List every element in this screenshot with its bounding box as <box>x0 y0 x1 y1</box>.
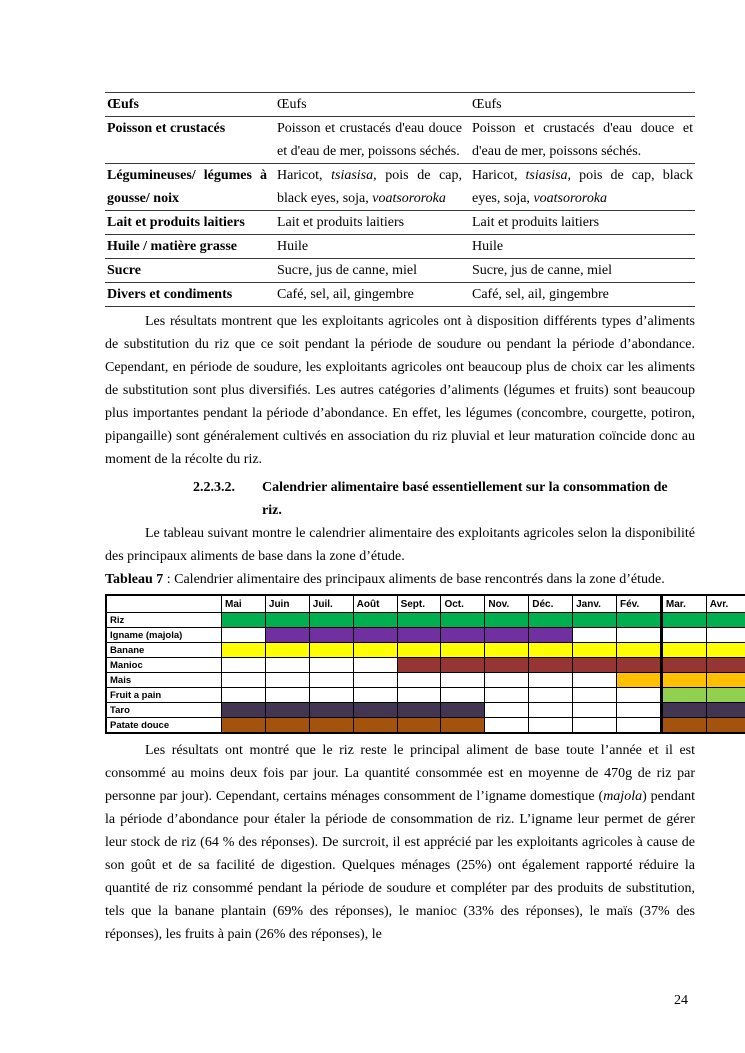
calendar-cell-active <box>441 658 485 673</box>
calendar-cell-active <box>353 718 397 734</box>
paragraph-results: Les résultats ont montré que le riz reste le principal aliment de base toute l’année et il est consommé au moins deux fois par jour. La quantité consommée est en moyenne de 470g de riz par personne par jour). Cependant, certains ménages consomment de l’igname domestique (majola) pendant la période d’abondance pour étaler la période de consommation de riz. L’igname leur permet de gérer leur stock de riz (64 % des réponses). De surcroit, il est apprécié par les exploitants agricoles à cause de son goût et de sa facilité de digestion. Quelques ménages (25%) ont également rapporté réduire la quantité de riz consommé pendant la période de soudure et compléter par des produits de substitution, tels que la banane plantain (69% des réponses), le manioc (33% des réponses), le maïs (37% des réponses), les fruits à pain (26% des réponses), le <box>105 743 696 942</box>
calendar-corner-cell <box>106 595 222 613</box>
food-table-row <box>105 235 695 259</box>
calendar-body <box>106 613 745 734</box>
food-category-cell: Poisson et crustacés <box>105 117 275 164</box>
section-title: Calendrier alimentaire basé essentiellement sur la consommation de riz. <box>262 480 668 518</box>
section-number: 2.2.3.2. <box>193 480 235 495</box>
soudure-period-cell: Poisson et crustacés d'eau douce et d'eau de mer, poissons séchés. <box>275 117 470 164</box>
calendar-cell-empty <box>397 673 441 688</box>
food-category-cell: Sucre <box>105 259 275 283</box>
calendar-cell-empty <box>353 658 397 673</box>
calendar-cell-active <box>661 643 706 658</box>
food-table-body <box>105 93 695 307</box>
calendar-month-header: Nov. <box>485 595 529 613</box>
calendar-cell-active <box>485 643 529 658</box>
section-heading <box>105 476 695 522</box>
calendar-cell-empty <box>617 688 662 703</box>
calendar-row-label: Mais <box>106 673 222 688</box>
calendar-row <box>106 643 745 658</box>
food-table-row <box>105 164 695 211</box>
calendar-row <box>106 718 745 734</box>
calendar-month-header: Mai <box>222 595 266 613</box>
calendar-month-header: Fév. <box>617 595 662 613</box>
calendar-cell-active <box>265 703 309 718</box>
calendar-cell-active <box>529 628 573 643</box>
calendar-cell-active <box>397 658 441 673</box>
calendar-cell-active <box>222 718 266 734</box>
calendar-cell-empty <box>309 673 353 688</box>
calendar-cell-active <box>617 673 662 688</box>
calendar-header-row <box>106 595 745 613</box>
calendar-row-label: Taro <box>106 703 222 718</box>
calendar-cell-empty <box>265 658 309 673</box>
calendar-cell-empty <box>309 688 353 703</box>
abondance-period-cell: Sucre, jus de canne, miel <box>470 259 695 283</box>
food-table-row <box>105 259 695 283</box>
calendar-cell-active <box>617 643 662 658</box>
calendar-cell-active <box>706 688 745 703</box>
calendar-row <box>106 703 745 718</box>
food-substitution-table <box>105 92 695 307</box>
calendar-cell-active <box>309 703 353 718</box>
calendar-cell-active <box>353 628 397 643</box>
calendar-row <box>106 673 745 688</box>
calendar-row <box>106 688 745 703</box>
soudure-period-cell: Huile <box>275 235 470 259</box>
calendar-row-label: Banane <box>106 643 222 658</box>
table-caption: Tableau 7 : Calendrier alimentaire des principaux aliments de base rencontrés dans la zone d’étude. <box>105 572 665 587</box>
calendar-cell-active <box>353 613 397 628</box>
calendar-month-header: Déc. <box>529 595 573 613</box>
calendar-cell-empty <box>573 628 617 643</box>
food-table-row <box>105 211 695 235</box>
calendar-row-label: Patate douce <box>106 718 222 734</box>
calendar-cell-active <box>441 703 485 718</box>
calendar-cell-active <box>706 718 745 734</box>
calendar-cell-active <box>309 613 353 628</box>
abondance-period-cell: Huile <box>470 235 695 259</box>
calendar-cell-empty <box>573 718 617 734</box>
calendar-cell-active <box>661 718 706 734</box>
paragraph-table-intro: Le tableau suivant montre le calendrier alimentaire des exploitants agricoles selon la disponibilité des principaux aliments de base dans la zone d’étude. <box>105 526 695 564</box>
calendar-month-header: Avr. <box>706 595 745 613</box>
calendar-cell-active <box>441 718 485 734</box>
calendar-cell-empty <box>529 703 573 718</box>
food-category-cell: Œufs <box>105 93 275 117</box>
calendar-cell-active <box>309 718 353 734</box>
calendar-month-header: Mar. <box>661 595 706 613</box>
calendar-cell-active <box>706 658 745 673</box>
calendar-cell-active <box>222 703 266 718</box>
calendar-cell-active <box>265 628 309 643</box>
calendar-cell-empty <box>222 628 266 643</box>
soudure-period-cell: Lait et produits laitiers <box>275 211 470 235</box>
calendar-cell-active <box>309 643 353 658</box>
calendar-cell-active <box>529 613 573 628</box>
calendar-cell-empty <box>529 688 573 703</box>
calendar-row <box>106 658 745 673</box>
calendar-cell-empty <box>265 673 309 688</box>
calendar-cell-empty <box>573 673 617 688</box>
calendar-cell-active <box>222 643 266 658</box>
calendar-cell-active <box>661 613 706 628</box>
food-category-cell: Légumineuses/ légumes à gousse/ noix <box>105 164 275 211</box>
food-table-row <box>105 117 695 164</box>
calendar-cell-empty <box>617 703 662 718</box>
calendar-cell-empty <box>573 688 617 703</box>
calendar-cell-active <box>706 703 745 718</box>
calendar-row <box>106 613 745 628</box>
calendar-cell-active <box>485 628 529 643</box>
calendar-cell-active <box>529 658 573 673</box>
calendar-month-header: Sept. <box>397 595 441 613</box>
abondance-period-cell: Café, sel, ail, gingembre <box>470 283 695 307</box>
calendar-row-label: Riz <box>106 613 222 628</box>
calendar-cell-empty <box>617 718 662 734</box>
calendar-month-header: Janv. <box>573 595 617 613</box>
calendar-cell-empty <box>265 688 309 703</box>
food-category-cell: Divers et condiments <box>105 283 275 307</box>
calendar-row-label: Fruit a pain <box>106 688 222 703</box>
calendar-cell-empty <box>706 628 745 643</box>
calendar-cell-empty <box>441 673 485 688</box>
calendar-cell-active <box>265 718 309 734</box>
abondance-period-cell: Lait et produits laitiers <box>470 211 695 235</box>
calendar-cell-active <box>441 643 485 658</box>
calendar-cell-active <box>485 613 529 628</box>
calendar-cell-active <box>573 643 617 658</box>
calendar-month-header: Juin <box>265 595 309 613</box>
calendar-cell-active <box>485 658 529 673</box>
calendar-cell-empty <box>222 688 266 703</box>
calendar-row-label: Igname (majola) <box>106 628 222 643</box>
calendar-cell-empty <box>222 673 266 688</box>
calendar-cell-active <box>661 658 706 673</box>
calendar-cell-active <box>222 613 266 628</box>
calendar-cell-empty <box>353 673 397 688</box>
soudure-period-cell: Café, sel, ail, gingembre <box>275 283 470 307</box>
calendar-cell-active <box>661 688 706 703</box>
calendar-cell-active <box>441 613 485 628</box>
calendar-cell-empty <box>529 673 573 688</box>
calendar-cell-empty <box>397 688 441 703</box>
food-category-cell: Huile / matière grasse <box>105 235 275 259</box>
calendar-row <box>106 628 745 643</box>
calendar-cell-empty <box>485 718 529 734</box>
calendar-cell-active <box>617 658 662 673</box>
calendar-cell-empty <box>222 658 266 673</box>
calendar-header <box>106 595 745 613</box>
food-calendar-table <box>105 594 745 734</box>
food-table-row <box>105 283 695 307</box>
calendar-cell-active <box>661 703 706 718</box>
calendar-cell-active <box>397 643 441 658</box>
abondance-period-cell: Poisson et crustacés d'eau douce et d'eau de mer, poissons séchés. <box>470 117 695 164</box>
paragraph-substitution: Les résultats montrent que les exploitants agricoles ont à disposition différents types d’aliments de substitution du riz que ce soit pendant la période de soudure ou pendant la période d’abondance. Cependant, en période de soudure, les exploitants agricoles ont beaucoup plus de choix car les aliments de substitution sont plus diversifiés. Les autres catégories d’aliments (légumes et fruits) sont beaucoup plus importantes pendant la période d’abondance. En effet, les légumes (concombre, courgette, potiron, pipangaille) sont généralement cultivés en association du riz pluvial et leur maturation coïncide donc au moment de la récolte du riz. <box>105 314 695 467</box>
calendar-cell-empty <box>485 688 529 703</box>
abondance-period-cell: Haricot, tsiasisa, pois de cap, black eyes, soja, voatsororoka <box>470 164 695 211</box>
calendar-cell-active <box>661 673 706 688</box>
calendar-month-header: Juil. <box>309 595 353 613</box>
calendar-cell-active <box>397 703 441 718</box>
calendar-cell-active <box>706 673 745 688</box>
calendar-cell-empty <box>353 688 397 703</box>
abondance-period-cell: Œufs <box>470 93 695 117</box>
food-category-cell: Lait et produits laitiers <box>105 211 275 235</box>
calendar-cell-active <box>353 703 397 718</box>
calendar-cell-active <box>441 628 485 643</box>
page-content <box>105 92 729 946</box>
calendar-cell-active <box>397 613 441 628</box>
calendar-cell-empty <box>485 703 529 718</box>
calendar-cell-active <box>265 643 309 658</box>
calendar-cell-active <box>617 613 662 628</box>
soudure-period-cell: Œufs <box>275 93 470 117</box>
soudure-period-cell: Haricot, tsiasisa, pois de cap, black eyes, soja, voatsororoka <box>275 164 470 211</box>
calendar-cell-empty <box>617 628 662 643</box>
page-number: 24 <box>674 993 688 1008</box>
calendar-cell-active <box>309 628 353 643</box>
calendar-cell-active <box>573 613 617 628</box>
calendar-cell-active <box>706 613 745 628</box>
calendar-cell-empty <box>573 703 617 718</box>
calendar-month-header: Août <box>353 595 397 613</box>
calendar-cell-active <box>706 643 745 658</box>
calendar-cell-active <box>529 643 573 658</box>
calendar-cell-active <box>353 643 397 658</box>
soudure-period-cell: Sucre, jus de canne, miel <box>275 259 470 283</box>
calendar-cell-empty <box>485 673 529 688</box>
calendar-cell-active <box>265 613 309 628</box>
calendar-month-header: Oct. <box>441 595 485 613</box>
calendar-row-label: Manioc <box>106 658 222 673</box>
calendar-cell-active <box>397 628 441 643</box>
calendar-cell-active <box>573 658 617 673</box>
calendar-cell-empty <box>309 658 353 673</box>
calendar-cell-empty <box>441 688 485 703</box>
calendar-cell-empty <box>529 718 573 734</box>
calendar-cell-empty <box>661 628 706 643</box>
calendar-cell-active <box>397 718 441 734</box>
food-table-row <box>105 93 695 117</box>
